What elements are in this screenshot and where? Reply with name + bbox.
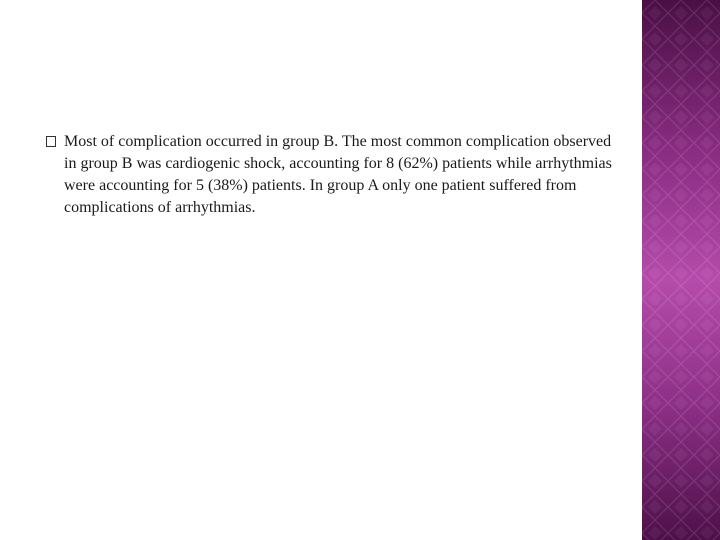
bullet-text: Most of complication occurred in group B. The most common complication observed in group B was cardiogenic shock, accounting for 8 (62%) patients while arrhythmias were accounting for 5 (38%) patients. In group A only one patient suffered from complications of arrhythmias. <box>64 133 612 216</box>
decorative-side-panel <box>642 0 720 540</box>
diamond-pattern-decoration <box>642 0 720 540</box>
bullet-item <box>46 131 616 219</box>
slide-content <box>46 131 616 219</box>
square-bullet-icon <box>46 136 64 146</box>
